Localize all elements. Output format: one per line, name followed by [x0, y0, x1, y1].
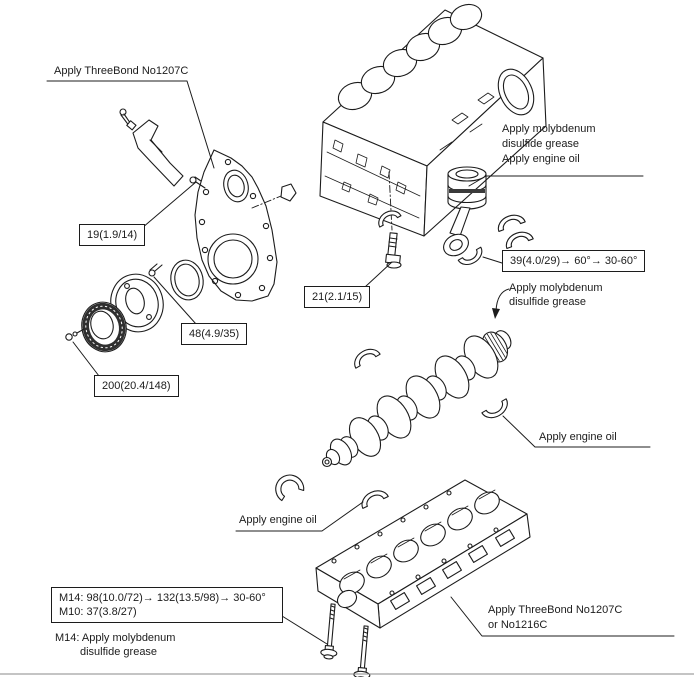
timing-cover — [190, 150, 296, 301]
callout-line: disulfide grease — [502, 138, 580, 150]
callout-line: M14: 98(10.0/72)→ 132(13.5/98)→ 30-60° — [59, 592, 266, 604]
callout-line: disulfide grease — [509, 296, 587, 308]
cover-plug — [281, 184, 296, 201]
callout-torque-crank-pulley: 200(20.4/148) — [94, 375, 179, 397]
arrowhead — [492, 308, 500, 319]
cylinder-block — [320, 0, 546, 236]
callout-crank-oil-note: Apply engine oil — [539, 431, 617, 443]
callout-line: Apply molybdenum — [509, 282, 603, 294]
callout-conrod-bearing-note — [509, 281, 603, 309]
bracket — [120, 109, 183, 186]
crankshaft — [323, 328, 515, 469]
callout-threebond-bottom — [488, 603, 622, 633]
callout-line: disulfide grease — [80, 646, 158, 658]
callout-main-bolt-note — [55, 631, 175, 659]
connecting-rod — [450, 207, 470, 236]
callout-line: M10: 37(3.8/27) — [59, 606, 137, 618]
callout-line: M14: Apply molybdenum — [55, 632, 176, 644]
callout-piston-note — [502, 122, 596, 167]
callout-line: Apply molybdenum — [502, 123, 596, 135]
callout-line: Apply ThreeBond No1207C — [488, 604, 623, 616]
callout-torque-cover-bolt: 19(1.9/14) — [79, 224, 145, 246]
callout-line: Apply engine oil — [502, 153, 580, 165]
oil-seal — [167, 257, 207, 303]
callout-torque-main-caps — [51, 587, 283, 623]
main-cap-bolt-1 — [320, 603, 341, 659]
callout-torque-oil-jet: 21(2.1/15) — [304, 286, 370, 308]
oil-jet-bolt — [386, 233, 401, 268]
main-cap-bolt-2 — [353, 625, 374, 677]
pulley-small-bolt — [149, 264, 162, 276]
thrust-washer — [272, 471, 306, 501]
callout-line: or No1216C — [488, 619, 548, 631]
callout-torque-conrod: 39(4.0/29)→ 60°→ 30-60° — [502, 250, 645, 272]
callout-main-bearing-oil-note: Apply engine oil — [239, 514, 317, 526]
callout-torque-pulley-bolt: 48(4.9/35) — [181, 323, 247, 345]
damper-center-bolt — [66, 329, 84, 340]
callout-threebond-top: Apply ThreeBond No1207C — [54, 65, 189, 77]
